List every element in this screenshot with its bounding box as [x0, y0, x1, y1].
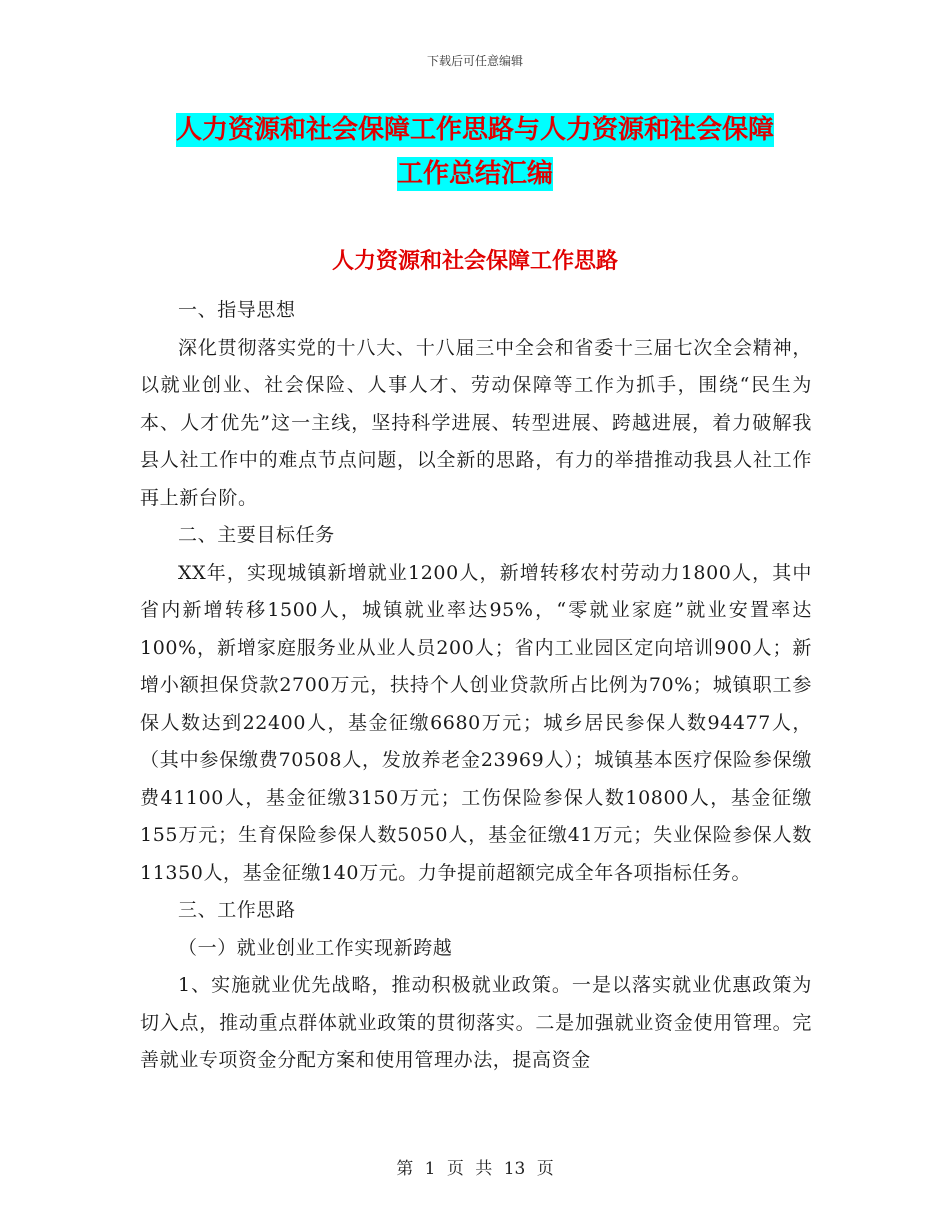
paragraph-main-targets: XX年，实现城镇新增就业1200人，新增转移农村劳动力1800人，其中省内新增转移1500人，城镇就业率达95%，“零就业家庭”就业安置率达100%，新增家庭服务业从业人员200人；省内工业园区定向培训900人；新增小额担保贷款2700万元，扶持个人创业贷款所占比例为70%；城镇职工参保人数达到22400人，基金征缴6680万元；城乡居民参保人数94477人，（其中参保缴费70508人，发放养老金23969人）；城镇基本医疗保险参保缴费41100人，基金征缴3150万元；工伤保险参保人数10800人，基金征缴155万元；生育保险参保人数5050人，基金征缴41万元；失业保险参保人数11350人，基金征缴140万元。力争提前超额完成全年各项指标任务。 [140, 561, 812, 884]
paragraph-employment-strategy: 1、实施就业优先战略，推动积极就业政策。一是以落实就业优惠政策为切入点，推动重点群体就业政策的贯彻落实。二是加强就业资金使用管理。完善就业专项资金分配方案和使用管理办法，提高资金 [140, 974, 812, 1071]
heading-main-targets: 二、主要目标任务 [178, 524, 335, 546]
document-title-line-2: 工作总结汇编 [396, 159, 553, 189]
paragraph-guiding-ideology: 深化贯彻落实党的十八大、十八届三中全会和省委十三届七次全会精神，以就业创业、社会保险、人事人才、劳动保障等工作为抓手，围绕“民生为本、人才优先”这一主线，坚持科学进展、转型进展、跨越进展，着力破解我县人社工作中的难点节点问题，以全新的思路，有力的举措推动我县人社工作再上新台阶。 [140, 336, 812, 509]
heading-guiding-ideology: 一、指导思想 [178, 299, 296, 321]
header-note: 下载后可任意编辑 [426, 54, 523, 68]
document-title-line-1: 人力资源和社会保障工作思路与人力资源和社会保障 [175, 115, 774, 145]
heading-work-ideas: 三、工作思路 [178, 899, 296, 921]
subheading-employment: （一）就业创业工作实现新跨越 [178, 936, 453, 959]
section-title: 人力资源和社会保障工作思路 [331, 249, 618, 274]
document-body [140, 292, 812, 1080]
page-footer: 第 1 页 共 13 页 [396, 1159, 554, 1179]
document-title [140, 108, 810, 196]
